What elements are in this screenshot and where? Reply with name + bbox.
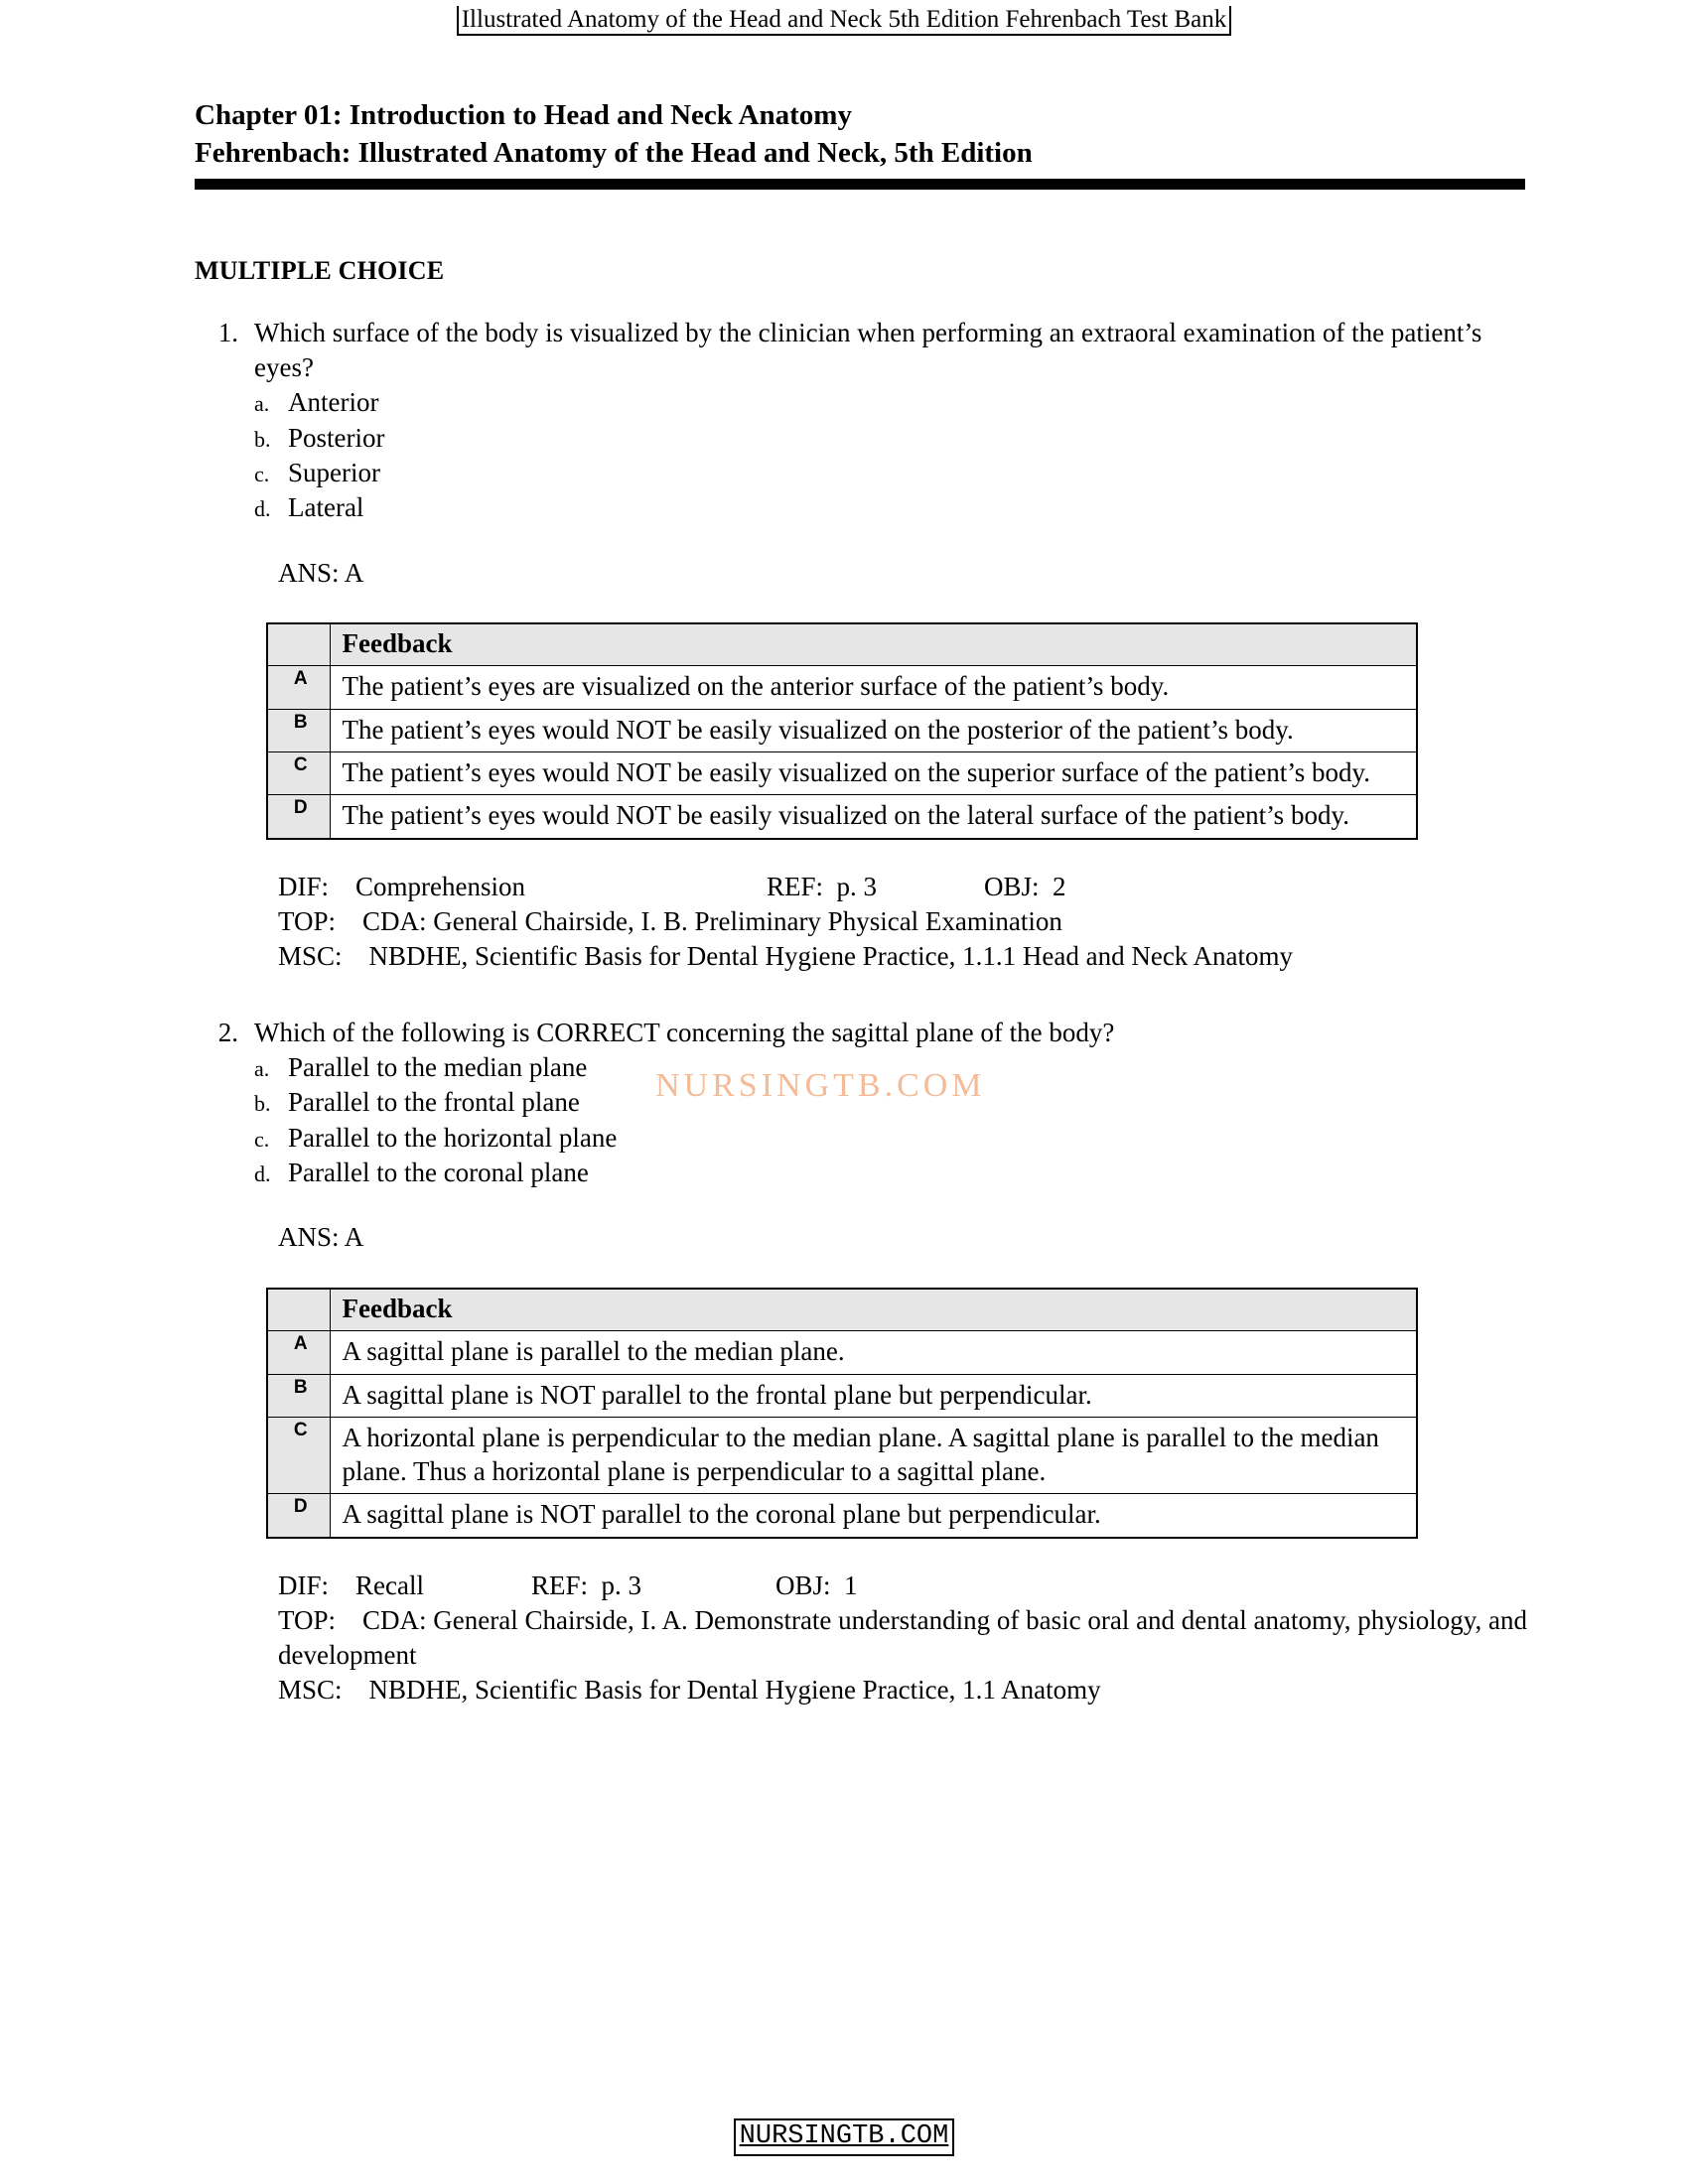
choice-label: Anterior [288, 387, 379, 418]
choice-list [254, 385, 1535, 525]
question-stem: Which surface of the body is visualized by the clinician when performing an extraoral examination of the patient’s eyes? [254, 318, 1482, 383]
metadata-msc [278, 939, 1535, 974]
table-row [267, 752, 1417, 795]
feedback-table-wrapper [266, 1288, 1418, 1539]
feedback-header-label: Feedback [330, 1289, 1417, 1331]
feedback-header-label: Feedback [330, 623, 1417, 666]
question-block [195, 316, 1535, 974]
metadata-msc-key: MSC: [278, 1674, 343, 1705]
choice-label: Parallel to the coronal plane [288, 1158, 589, 1188]
choice-letter: d. [254, 1161, 271, 1187]
choice-label: Parallel to the horizontal plane [288, 1122, 618, 1153]
question-stem: Which of the following is CORRECT concerning the sagittal plane of the body? [254, 1017, 1115, 1047]
choice-item[interactable] [254, 1121, 1535, 1156]
feedback-row-letter: D [267, 795, 330, 839]
question-stem-row [195, 1016, 1535, 1050]
question-metadata [278, 1569, 1535, 1707]
feedback-row-letter: C [267, 752, 330, 795]
feedback-row-letter: C [267, 1417, 330, 1494]
metadata-msc-key: MSC: [278, 940, 343, 971]
choice-label: Lateral [288, 492, 364, 523]
choice-letter: c. [254, 1126, 270, 1152]
choice-letter: d. [254, 496, 271, 522]
feedback-row-text: A sagittal plane is NOT parallel to the coronal plane but perpendicular. [330, 1494, 1417, 1538]
heading-divider-rule [195, 179, 1525, 190]
choice-letter: c. [254, 461, 270, 486]
question-metadata [278, 870, 1535, 974]
footer-site-label: NURSINGTB.COM [734, 2118, 955, 2156]
question-stem-row [195, 316, 1535, 385]
feedback-row-letter: D [267, 1494, 330, 1538]
question-number: 2. [217, 1017, 238, 1047]
page-watermark: NURSINGTB.COM [655, 1067, 986, 1104]
feedback-row-text: The patient’s eyes are visualized on the anterior surface of the patient’s body. [330, 666, 1417, 709]
chapter-heading-block [195, 97, 1525, 190]
feedback-row-letter: B [267, 709, 330, 751]
chapter-title: Chapter 01: Introduction to Head and Neck Anatomy [195, 99, 852, 131]
feedback-header-blank [267, 623, 330, 666]
metadata-dif-ref-obj: DIF: Comprehension REF: p. 3 OBJ: 2 [278, 871, 1066, 901]
answer-line: ANS: A [278, 1222, 364, 1253]
choice-label: Parallel to the median plane [288, 1051, 588, 1082]
feedback-row-text: The patient’s eyes would NOT be easily visualized on the superior surface of the patient’s body. [330, 752, 1417, 795]
choice-label: Posterior [288, 422, 385, 453]
table-row [267, 1331, 1417, 1374]
table-row [267, 1494, 1417, 1538]
metadata-top [278, 1603, 1535, 1673]
feedback-table-wrapper [266, 622, 1418, 840]
feedback-row-text: A sagittal plane is NOT parallel to the frontal plane but perpendicular. [330, 1374, 1417, 1417]
page-footer [0, 2118, 1688, 2156]
table-row [267, 666, 1417, 709]
metadata-msc-value: NBDHE, Scientific Basis for Dental Hygiene Practice, 1.1.1 Head and Neck Anatomy [368, 940, 1294, 971]
metadata-msc [278, 1673, 1535, 1707]
choice-letter: a. [254, 391, 270, 417]
section-label-multiple-choice: MULTIPLE CHOICE [195, 256, 445, 285]
document-header-banner [0, 6, 1688, 36]
choice-list [254, 1050, 1535, 1190]
book-edition-line: Fehrenbach: Illustrated Anatomy of the Head and Neck, 5th Edition [195, 136, 1033, 169]
table-header-row [267, 1289, 1417, 1331]
choice-item[interactable] [254, 1050, 1535, 1085]
question-spacer [195, 974, 1535, 1016]
choice-item[interactable] [254, 1156, 1535, 1190]
feedback-row-text: The patient’s eyes would NOT be easily visualized on the lateral surface of the patient’s body. [330, 795, 1417, 839]
metadata-top-key: TOP: [278, 1604, 337, 1635]
choice-item[interactable] [254, 421, 1535, 456]
choice-label: Parallel to the frontal plane [288, 1087, 580, 1118]
choice-letter: b. [254, 426, 271, 452]
feedback-row-text: A sagittal plane is parallel to the median plane. [330, 1331, 1417, 1374]
table-row [267, 1417, 1417, 1494]
answer-line: ANS: A [278, 557, 364, 588]
choice-item[interactable] [254, 1085, 1535, 1120]
metadata-msc-value: NBDHE, Scientific Basis for Dental Hygiene Practice, 1.1 Anatomy [368, 1674, 1101, 1705]
feedback-table [266, 622, 1418, 840]
feedback-row-letter: B [267, 1374, 330, 1417]
table-row [267, 709, 1417, 751]
header-banner-text: Illustrated Anatomy of the Head and Neck 5th Edition Fehrenbach Test Bank [457, 6, 1232, 36]
table-row [267, 795, 1417, 839]
choice-item[interactable] [254, 456, 1535, 490]
questions-container [195, 316, 1535, 1707]
metadata-top-value: CDA: General Chairside, I. A. Demonstrate understanding of basic oral and dental anatomy, physiology, and development [278, 1604, 1527, 1670]
feedback-row-letter: A [267, 1331, 330, 1374]
choice-item[interactable] [254, 490, 1535, 525]
metadata-top-key: TOP: [278, 905, 337, 936]
choice-letter: a. [254, 1055, 270, 1081]
feedback-row-text: The patient’s eyes would NOT be easily visualized on the posterior of the patient’s body. [330, 709, 1417, 751]
metadata-top-value: CDA: General Chairside, I. B. Preliminary Physical Examination [362, 905, 1062, 936]
feedback-header-blank [267, 1289, 330, 1331]
question-block [195, 1016, 1535, 1707]
choice-letter: b. [254, 1091, 271, 1117]
metadata-dif-ref-obj: DIF: Recall REF: p. 3 OBJ: 1 [278, 1570, 858, 1600]
question-number: 1. [217, 318, 238, 347]
feedback-table [266, 1288, 1418, 1539]
feedback-row-letter: A [267, 666, 330, 709]
choice-label: Superior [288, 457, 380, 487]
table-row [267, 1374, 1417, 1417]
choice-item[interactable] [254, 385, 1535, 420]
table-header-row [267, 623, 1417, 666]
metadata-top [278, 904, 1535, 939]
feedback-row-text: A horizontal plane is perpendicular to the median plane. A sagittal plane is parallel to the median plane. Thus a horizontal plane is perpendicular to a sagittal plane. [330, 1417, 1417, 1494]
